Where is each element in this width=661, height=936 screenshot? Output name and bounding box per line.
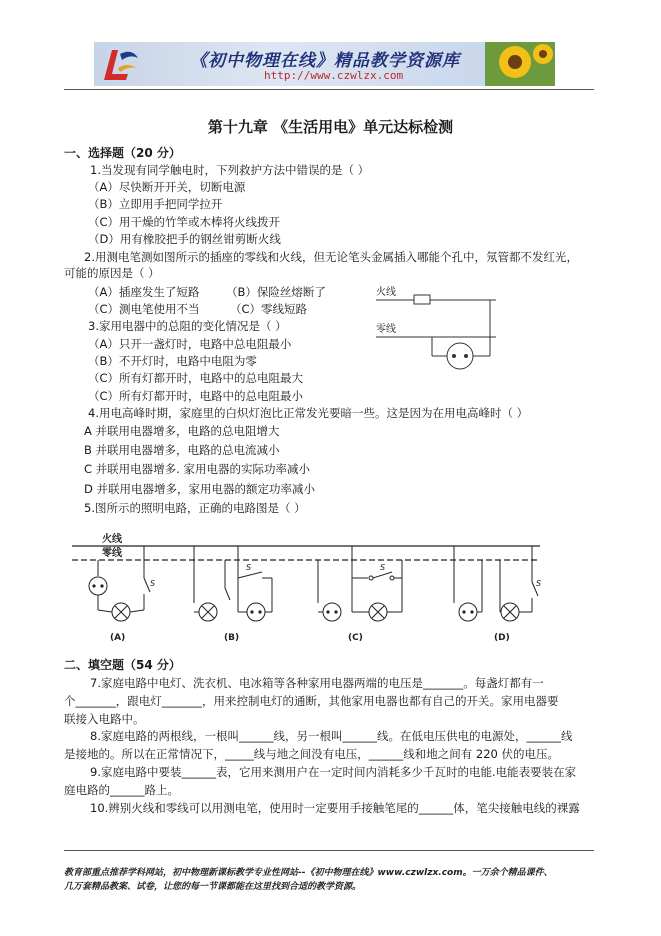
section-heading-fill: 二、填空题（54 分） xyxy=(64,658,181,672)
option-label-c: (C) xyxy=(348,633,363,643)
option-label-b: (B) xyxy=(224,633,240,643)
switch-label-d: S xyxy=(536,579,542,588)
q4-option-a: A 并联用电器增多，电路的总电阻增大 xyxy=(84,424,280,438)
q2-option-d: （C）零线短路 xyxy=(230,302,308,316)
fig-socket-neutral-label: 零线 xyxy=(376,324,396,335)
question-8-line-1: 8.家庭电路的两根线，一根叫______线，另一根叫______线。在低电压供电的电源处，______线 xyxy=(90,729,573,743)
socket-circuit-figure xyxy=(372,282,502,378)
site-logo-icon xyxy=(98,44,142,84)
question-8-line-2: 是接地的。所以在正常情况下，_____线与地之间没有电压，______线和地之间有 220 伏的电压。 xyxy=(64,747,560,761)
footer-line-1: 教育部重点推荐学科网站，初中物理新课标教学专业性网站--《初中物理在线》www.czwlzx.com。一万余个精品课件、 xyxy=(64,868,553,878)
q3-option-d: （C）所有灯都开时，电路中的总电阻最小 xyxy=(88,389,304,403)
question-5-stem: 5.图所示的照明电路，正确的电路图是（ ） xyxy=(84,501,306,515)
question-9-line-2: 庭电路的______路上。 xyxy=(64,783,179,797)
switch-label-a: S xyxy=(150,579,156,588)
question-4-stem: 4.用电高峰时期，家庭里的白炽灯泡比正常发光要暗一些。这是因为在用电高峰时（ ） xyxy=(88,406,529,420)
q2-option-b: （B）保险丝熔断了 xyxy=(226,285,326,299)
question-1-stem: 1.当发现有同学触电时，下列救护方法中错误的是（ ） xyxy=(90,163,370,177)
circuit-option-b xyxy=(194,546,272,643)
q3-option-b: （B）不开灯时，电路中电阻为零 xyxy=(88,354,257,368)
switch-label-b: S xyxy=(246,563,252,572)
fuse-icon xyxy=(414,295,430,304)
q2-option-a: （A）插座发生了短路 xyxy=(88,285,200,299)
socket-icon xyxy=(447,343,473,369)
footer-rule xyxy=(64,850,594,851)
q1-option-a: （A）尽快断开开关，切断电源 xyxy=(88,180,246,194)
question-2-stem-cont: 可能的原因是（ ） xyxy=(64,266,160,280)
question-2-stem: 2.用测电笔测如图所示的插座的零线和火线，但无论笔头金属插入哪能个孔中，氖管都不发红光， xyxy=(84,250,578,264)
header-banner xyxy=(94,42,555,86)
page-title: 第十九章 《生活用电》单元达标检测 xyxy=(207,118,454,136)
question-7-line-2: 个_______，跟电灯_______，用来控制电灯的通断，其他家用电器也都有自己的开关。家用电器要 xyxy=(64,694,559,708)
q3-option-c: （C）所有灯都开时，电路中的总电阻最大 xyxy=(88,371,304,385)
option-label-a: (A) xyxy=(110,633,126,643)
q2-option-c: （C）测电笔使用不当 xyxy=(88,302,200,316)
q1-option-b: （B）立即用手把同学拉开 xyxy=(88,197,223,211)
footer-line-2: 几万套精品教案、试卷，让您的每一节课都能在这里找到合适的教学资源。 xyxy=(64,882,362,892)
q3-option-a: （A）只开一盏灯时，电路中总电阻最小 xyxy=(88,337,292,351)
section-heading-choice: 一、选择题（20 分） xyxy=(64,146,181,160)
q4-option-b: B 并联用电器增多，电路的总电流减小 xyxy=(84,443,280,457)
option-label-d: (D) xyxy=(494,633,510,643)
q4-option-d: D 并联用电器增多，家用电器的额定功率减小 xyxy=(84,482,316,496)
question-7-line-1: 7.家庭电路中电灯、洗衣机、电冰箱等各种家用电器两端的电压是_______。每盏灯都有一 xyxy=(90,676,544,690)
q1-option-c: （C）用干燥的竹竿或木棒将火线拨开 xyxy=(88,215,281,229)
question-7-line-3: 联接入电路中。 xyxy=(64,712,145,726)
question-9-line-1: 9.家庭电路中要装______表，它用来测用户在一定时间内消耗多少千瓦时的电能.电能表要装在家 xyxy=(90,765,577,779)
q1-option-d: （D）用有橡胶把手的钢丝钳剪断火线 xyxy=(88,232,281,246)
header-rule xyxy=(64,89,594,90)
question-10-line-1: 10.辨别火线和零线可以用测电笔，使用时一定要用手接触笔尾的______体，笔尖接触电线的裸露 xyxy=(90,801,580,815)
q4-option-c: C 并联用电器增多. 家用电器的实际功率减小 xyxy=(84,462,310,476)
fig-circuit-neutral-label: 零线 xyxy=(102,548,122,559)
fig-socket-live-label: 火线 xyxy=(376,287,396,298)
sunflower-icon xyxy=(485,42,555,86)
banner-title: 《初中物理在线》精品教学资源库 xyxy=(190,51,460,71)
switch-label-c: S xyxy=(380,563,386,572)
banner-url[interactable]: http://www.czwlzx.com xyxy=(264,69,404,82)
question-3-stem: 3.家用电器中的总阻的变化情况是（ ） xyxy=(88,319,287,333)
lighting-circuit-figure xyxy=(62,528,562,646)
fig-circuit-live-label: 火线 xyxy=(102,534,122,545)
